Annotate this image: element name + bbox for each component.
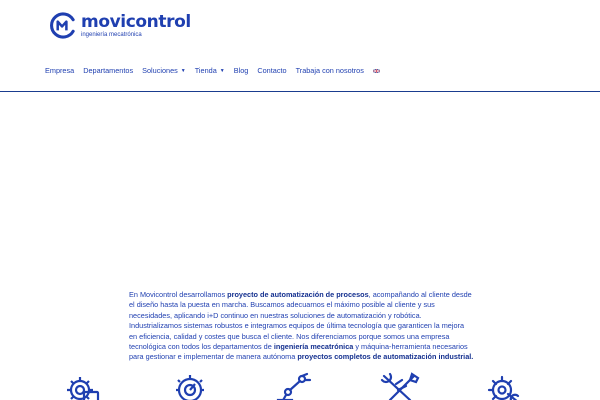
nav-item-contacto[interactable] [257, 66, 286, 75]
nav-label: Soluciones [142, 66, 178, 75]
intro-highlight: proyectos completos de automatización industrial [297, 352, 472, 362]
feature-icons-row [0, 372, 600, 400]
nav-item-empresa[interactable] [45, 66, 74, 75]
intro-text: y máquina-herramienta necesarios para gestionar e implementar de manera autónoma [129, 342, 468, 362]
main-nav [45, 66, 389, 75]
intro-text: En Movicontrol desarrollamos [129, 290, 228, 299]
intro-text: , acompañando al cliente desde el diseño hasta la puesta en marcha. Buscamos adecuarnos el máximo posible al cliente y sus necesidades, aplicando i+D continuo en nuestras soluciones de automatización y robótica. Industrializamos sistemas robustos e integramos equipos de última tecnología que garanticen la mejora en eficiencia, calidad y costes que busca el cliente. Nos diferenciamos porque somos una empresa tecnológica con todos los departamentos de [129, 290, 472, 352]
nav-item-tienda[interactable] [195, 66, 225, 75]
gauge-dial-icon [168, 372, 212, 400]
robot-arm-icon [272, 372, 316, 400]
brand-name: movicontrol [81, 12, 191, 32]
intro-highlight: proyecto de automatización de procesos [227, 290, 369, 299]
tools-icon [378, 372, 422, 400]
uk-flag-icon [373, 69, 380, 73]
intro-highlight: ingeniería mecatrónica [273, 342, 354, 352]
nav-label: Contacto [257, 66, 287, 75]
brand-logo[interactable] [50, 12, 191, 39]
nav-label: Blog [233, 66, 249, 75]
caret-down-icon: ▼ [180, 67, 186, 74]
nav-label: Tienda [194, 66, 217, 75]
nav-label: Departamentos [83, 66, 134, 75]
intro-text: . [471, 352, 474, 362]
brand-tagline: ingeniería mecatrónica [81, 32, 142, 38]
nav-label: Trabaja con nosotros [295, 66, 364, 75]
gear-screen-icon [60, 372, 104, 400]
movicontrol-logo-icon [50, 12, 77, 39]
site-header [0, 0, 600, 92]
nav-label: Empresa [45, 66, 75, 75]
nav-item-departamentos[interactable] [83, 66, 133, 75]
nav-item-trabaja[interactable] [296, 66, 364, 75]
nav-item-soluciones[interactable] [142, 66, 186, 75]
intro-paragraph [129, 290, 474, 363]
language-switch[interactable] [373, 69, 380, 73]
caret-down-icon: ▼ [219, 67, 225, 74]
gear-wrench-icon [482, 372, 526, 400]
nav-item-blog[interactable] [234, 66, 249, 75]
